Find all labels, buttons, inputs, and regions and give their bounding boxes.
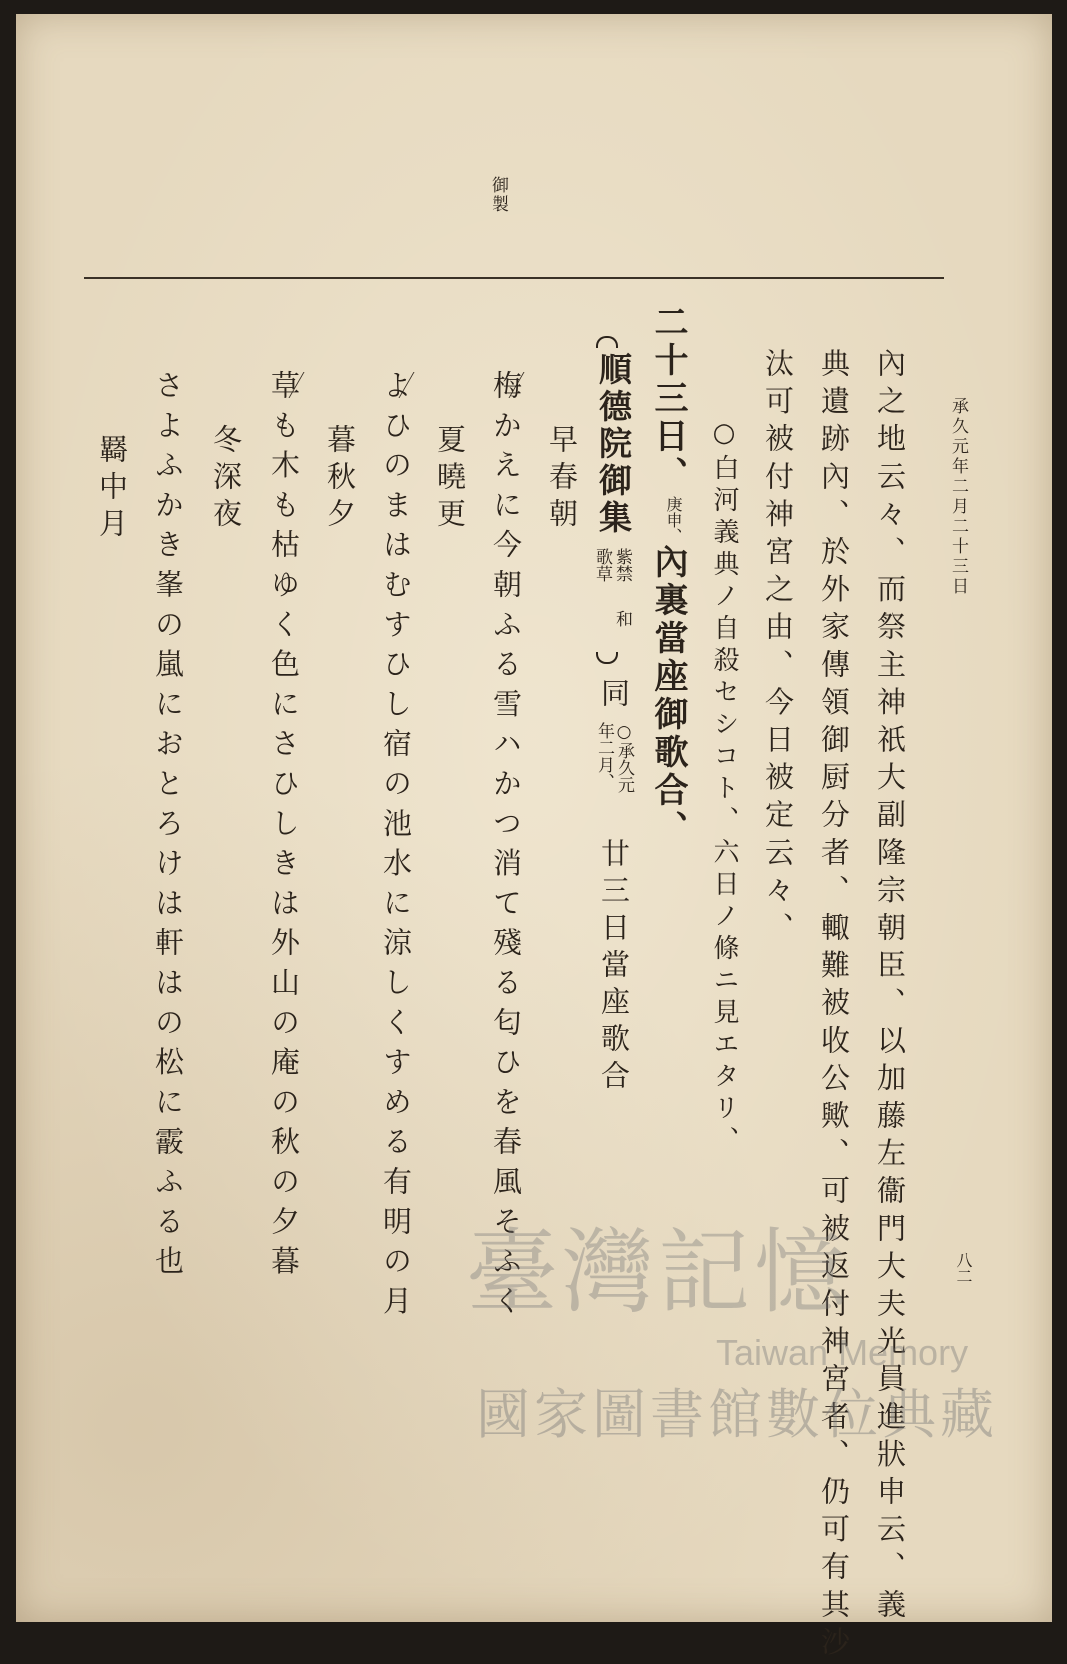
- heading-event: 內裏當座御歌合、: [648, 544, 688, 848]
- anthology-sub-small: 和: [612, 610, 632, 627]
- source-pre: 同: [597, 678, 631, 715]
- source-year: 年二月、: [594, 722, 614, 790]
- poem-text: さよふかき峯の嵐におとろけは軒はの松に霰ふる也: [151, 370, 185, 1286]
- poem-text: よひのまはむすひし宿の池水に涼しくすめる有明の月: [379, 370, 413, 1326]
- heading-ganshi: 庚申、: [664, 496, 683, 544]
- bracket-open: [596, 336, 618, 348]
- page-number: 八二: [954, 1252, 973, 1284]
- watermark-english: Taiwan Memory: [716, 1332, 969, 1373]
- section-label: 御製: [488, 176, 508, 214]
- prose-line-1: 內之地云々、而祭主神祇大副隆宗朝臣、以加藤左衞門大夫光員進狀申云、義: [873, 348, 907, 1627]
- bracket-close: [596, 652, 618, 664]
- book-page: [16, 14, 1052, 1664]
- poem-text: 梅かえに今朝ふる雪ハかつ消て殘る匂ひを春風そふく: [489, 370, 523, 1326]
- poem-title: 暮秋夕: [323, 424, 357, 535]
- watermark-library: 國家圖書館數位典藏: [476, 1383, 998, 1446]
- poem-title: 夏曉更: [433, 424, 467, 535]
- anthology-sub-left: 歌草: [592, 548, 612, 582]
- prose-line-2: 典遺跡內、於外家傳領御厨分者、輙難被收公歟、可被返付神宮者、仍可有其沙: [817, 348, 851, 1664]
- running-head: 承久元年二月二十三日: [948, 397, 968, 597]
- header-rule: [84, 277, 944, 279]
- poem-text: 草も木も枯ゆく色にさひしきは外山の庵の秋の夕暮: [267, 370, 301, 1286]
- poem-title: 冬深夜: [209, 424, 243, 535]
- prose-line-3: 汰可被付神宮之由、今日被定云々、: [761, 348, 795, 950]
- poem-title: 早春朝: [545, 424, 579, 535]
- source-rest: 廿三日當座歌合: [597, 838, 631, 1097]
- source-era: ○承久元: [614, 722, 634, 793]
- heading-date: 二十三日、: [648, 304, 688, 494]
- anthology-sub-right: 紫禁: [612, 548, 632, 582]
- anthology-title: 順德院御集: [594, 352, 633, 537]
- poem-title: 羇中月: [95, 434, 129, 545]
- watermark-logo: 臺灣記憶: [466, 1219, 851, 1326]
- editorial-note: ○白河義典ノ自殺セシコト、六日ノ條ニ見エタリ、: [709, 418, 739, 1158]
